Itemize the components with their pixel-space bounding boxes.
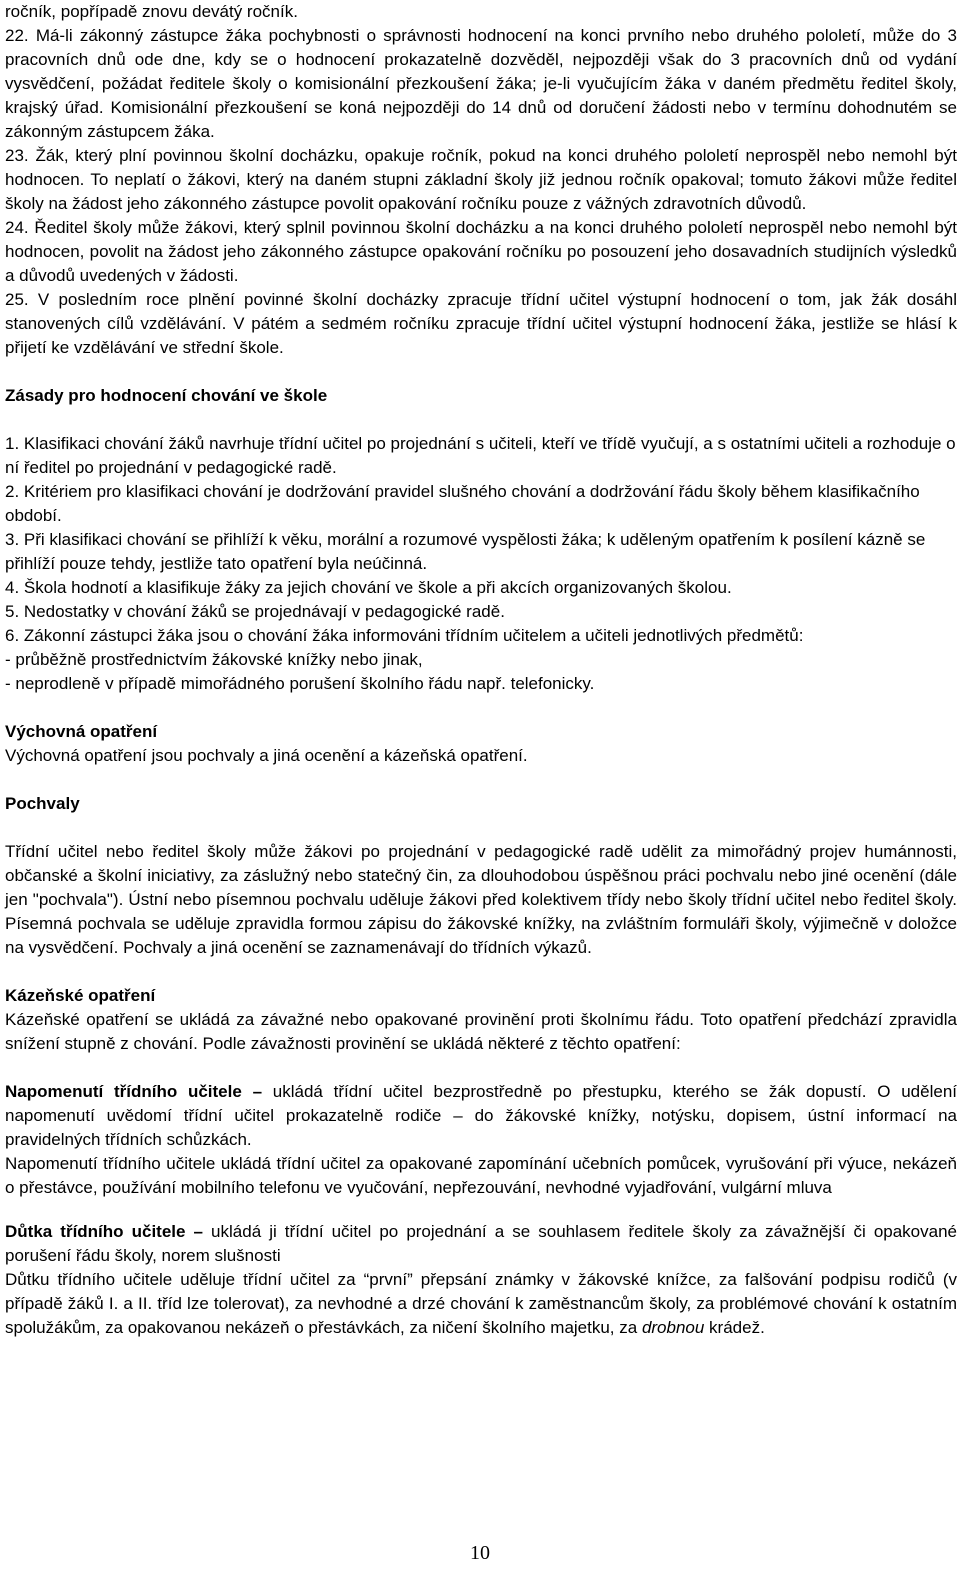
rule-item-4: 4. Škola hodnotí a klasifikuje žáky za jejich chování ve škole a při akcích organizovaných školou. <box>5 578 732 597</box>
rule-item-6-bullet-2: - neprodleně v případě mimořádného porušení školního řádu např. telefonicky. <box>5 674 595 693</box>
rule-item-1: 1. Klasifikaci chování žáků navrhuje třídní učitel po projednání s učiteli, kteří ve třídě vyučují, a s ostatními učiteli a rozhoduje o ní ředitel po projednání v pedagogické radě. <box>5 434 956 477</box>
spacer <box>5 768 957 792</box>
dutka-paragraph <box>5 1220 957 1268</box>
document-page <box>5 0 957 1340</box>
paragraph-item-25: 25. V posledním roce plnění povinné školní docházky zpracuje třídní učitel výstupní hodnocení o tom, jak žák dosáhl stanovených cílů vzdělávání. V pátém a sedmém ročníku zpracuje třídní učitel výstupní hodnocení žáka, jestliže se hlásí k přijetí ke vzdělávání ve střední škole. <box>5 290 957 357</box>
spacer <box>5 408 957 432</box>
pochvaly-text: Třídní učitel nebo ředitel školy může žákovi po projednání v pedagogické radě udělit za mimořádný projev humánnosti, občanské a školní iniciativy, za záslužný nebo statečný čin, za dlouhodobou úspěšnou práci pochvalu nebo jiné ocenění (dále jen "pochvala"). Ústní nebo písemnou pochvalu uděluje žákovi před kolektivem třídy nebo školy třídní učitel nebo ředitel školy. Písemná pochvala se uděluje zpravidla formou zápisu do žákovské knížky, na zvláštním formuláři školy, výjimečně v doložce na vysvědčení. Pochvaly a jiná ocenění se zaznamenávají do třídních výkazů. <box>5 842 957 957</box>
dutka-paragraph-2 <box>5 1268 957 1340</box>
rule-item-2: 2. Kritériem pro klasifikaci chování je dodržování pravidel slušného chování a dodržování řádu školy během klasifikačního období. <box>5 482 920 525</box>
spacer <box>5 360 957 384</box>
rule-item-3: 3. Při klasifikaci chování se přihlíží k věku, morální a rozumové vyspělosti žáka; k uděleným opatřením k posílení kázně se přihlíží pouze tehdy, jestliže tato opatření byla neúčinná. <box>5 530 926 573</box>
dutka-title: Důtka třídního učitele <box>5 1222 186 1241</box>
page-number: 10 <box>470 1542 490 1564</box>
napomenuti-paragraph-2: Napomenutí třídního učitele ukládá třídní učitel za opakované zapomínání učebních pomůcek, vyrušování při výuce, nekázeň o přestávce, používání mobilního telefonu ve vyučování, nepřezouvání, nevhodné vyjadřování, vulgární mluva <box>5 1154 957 1197</box>
spacer <box>5 1200 957 1220</box>
rule-item-6: 6. Zákonní zástupci žáka jsou o chování žáka informováni třídním učitelem a učiteli jednotlivých předmětů: <box>5 626 804 645</box>
paragraph-item-23: 23. Žák, který plní povinnou školní docházku, opakuje ročník, pokud na konci druhého pololetí neprospěl nebo nemohl být hodnocen. To neplatí o žákovi, který na daném stupni základní školy již jednou ročník opakoval; tomuto žákovi může ředitel školy na žádost jeho zákonného zástupce povolit opakování ročníku pouze z vážných zdravotních důvodů. <box>5 146 957 213</box>
spacer <box>5 696 957 720</box>
napomenuti-paragraph <box>5 1080 957 1152</box>
rule-item-6-bullet-1: - průběžně prostřednictvím žákovské knížky nebo jinak, <box>5 650 423 669</box>
dutka-dash: – <box>185 1222 212 1241</box>
kazenske-opatreni-text: Kázeňské opatření se ukládá za závažné nebo opakované provinění proti školnímu řádu. Toto opatření předchází zpravidla snížení stupně z chování. Podle závažnosti provinění se ukládá některé z těchto opatření: <box>5 1010 957 1053</box>
vychovna-opatreni-text: Výchovná opatření jsou pochvaly a jiná ocenění a kázeňská opatření. <box>5 746 528 765</box>
spacer <box>5 960 957 984</box>
paragraph-item-24: 24. Ředitel školy může žákovi, který splnil povinnou školní docházku a na konci druhého pololetí neprospěl nebo nemohl být hodnocen, povolit na žádost jeho zákonného zástupce opakování ročníku po posouzení jeho dosavadních studijních výsledků a důvodů uvedených v žádosti. <box>5 218 957 285</box>
paragraph-item-22: 22. Má-li zákonný zástupce žáka pochybnosti o správnosti hodnocení na konci prvního nebo druhého pololetí, může do 3 pracovních dnů ode dne, kdy se o hodnocení prokazatelně dozvěděl, nejpozději však do 3 pracovních dnů od vydání vysvědčení, požádat ředitele školy o komisionální přezkoušení žáka; je-li vyučujícím žáka v daném předmětu ředitel školy, krajský úřad. Komisionální přezkoušení se koná nejpozději do 14 dnů od doručení žádosti nebo v termínu dohodnutém se zákonným zástupcem žáka. <box>5 26 957 141</box>
heading-kazenske-opatreni: Kázeňské opatření <box>5 986 156 1005</box>
dutka-text2-after: krádež. <box>704 1318 765 1337</box>
heading-vychovna-opatreni: Výchovná opatření <box>5 722 158 741</box>
spacer <box>5 1056 957 1080</box>
dutka-text: ukládá ji třídní učitel po projednání a se souhlasem ředitele školy za závažnější či opakované porušení řádu školy, norem slušnosti <box>5 1222 958 1265</box>
rule-item-5: 5. Nedostatky v chování žáků se projednávají v pedagogické radě. <box>5 602 505 621</box>
spacer <box>5 816 957 840</box>
heading-pochvaly: Pochvaly <box>5 794 80 813</box>
heading-zasady-chovani: Zásady pro hodnocení chování ve škole <box>5 386 328 405</box>
napomenuti-title: Napomenutí třídního učitele <box>5 1082 242 1101</box>
napomenuti-dash: – <box>241 1082 273 1101</box>
dutka-text2-before: Důtku třídního učitele uděluje třídní učitel za “první” přepsání známky v žákovské knížce, za falšování podpisu rodičů (v případě žáků I. a II. tříd lze tolerovat), za nevhodné a drzé chování k zaměstnancům školy, za problémové chování k ostatním spolužákům, za opakovanou nekázeň o přestávkách, za ničení školního majetku, za <box>5 1270 957 1337</box>
dutka-text2-italic: drobnou <box>641 1318 705 1337</box>
napomenuti-text: ukládá třídní učitel bezprostředně po přestupku, kterého se žák dopustí. O udělení napomenutí uvědomí třídní učitel prokazatelně rodiče – do žákovské knížky, notýsku, dopisem, ústní informací na pravidelných třídních schůzkách. <box>5 1082 957 1149</box>
paragraph-continuation: ročník, popřípadě znovu devátý ročník. <box>5 2 298 21</box>
